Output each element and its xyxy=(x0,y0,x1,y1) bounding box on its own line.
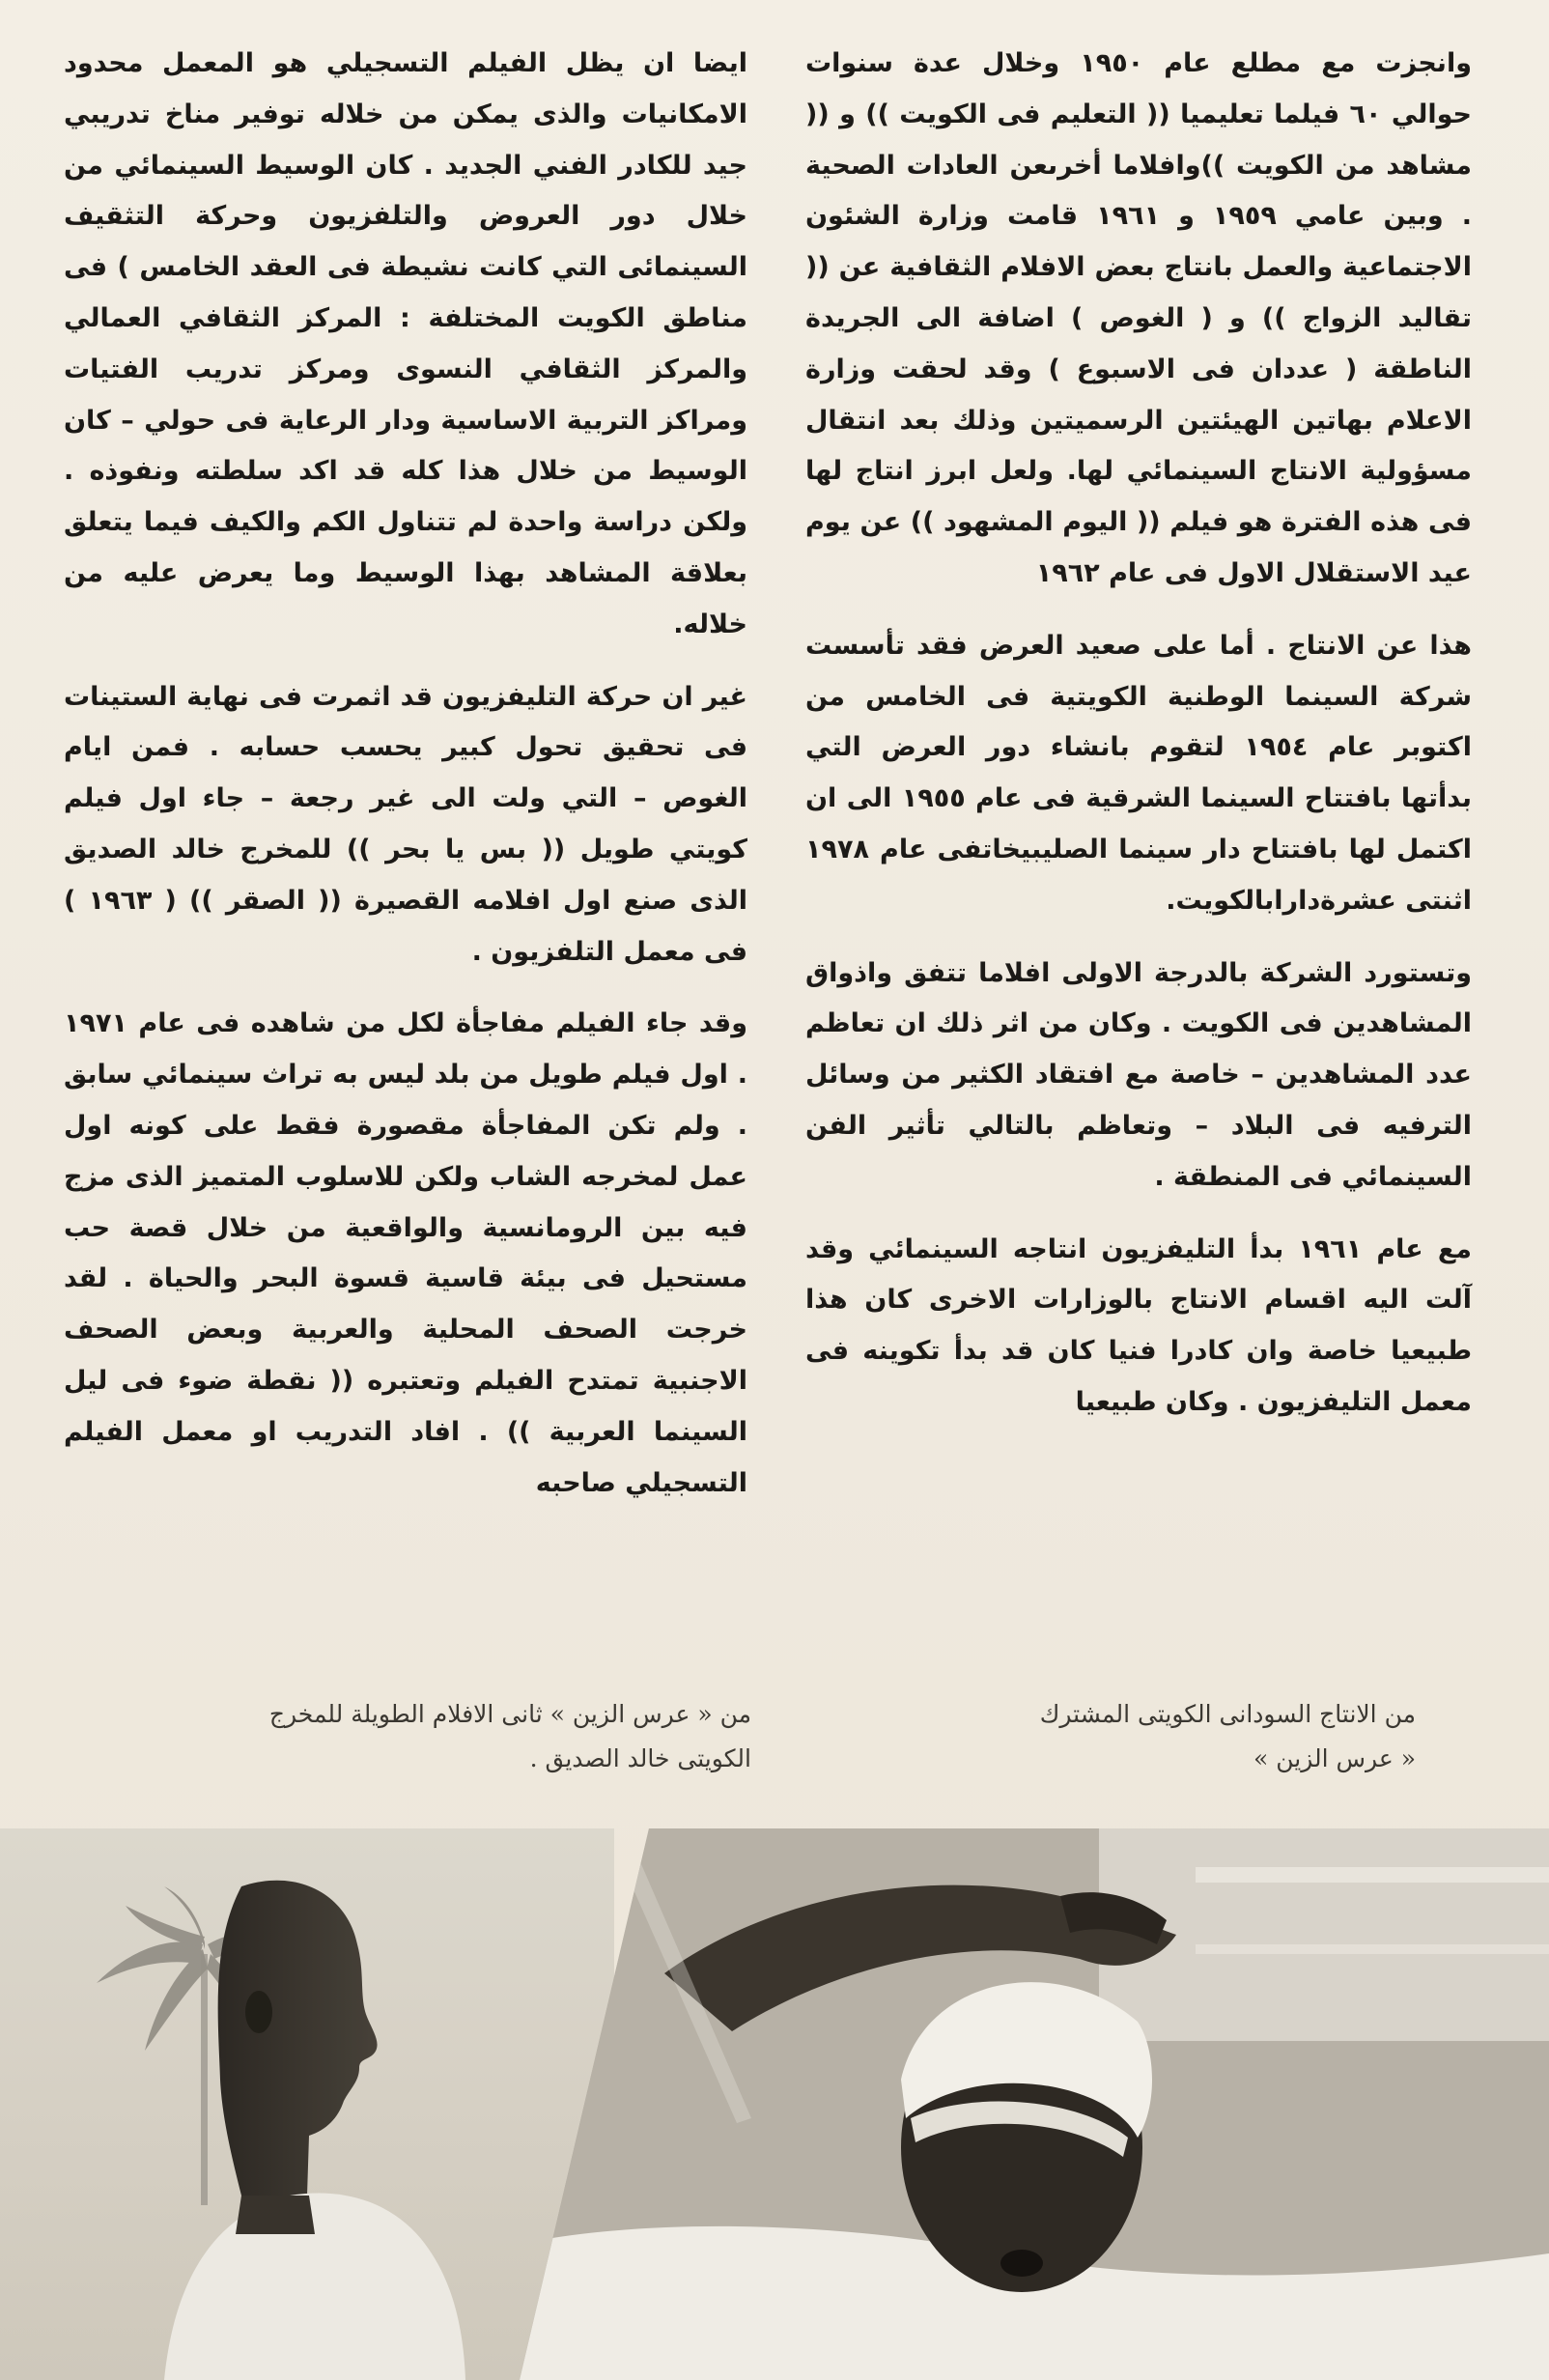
paragraph: مع عام ١٩٦١ بدأ التليفزيون انتاجه السينمائي وقد آلت اليه اقسام الانتاج بالوزارات الاخرى كان هذا طبيعيا خاصة وان كادرا فنيا كان قد بدأ تكوينه فى معمل التليفزيون . وكان طبيعيا xyxy=(805,1233,1472,1417)
article-column-left xyxy=(64,39,747,1530)
photo-caption-right xyxy=(798,1692,1416,1781)
paragraph: ايضا ان يظل الفيلم التسجيلي هو المعمل محدود الامكانيات والذى يمكن من خلاله توفير مناخ تدريبي جيد للكادر الفني الجديد . كان الوسيط السينمائي من خلال دور العروض والتلفزيون وحركة التثقيف السينمائى التي كانت نشيطة فى العقد الخامس ) فى مناطق الكويت المختلفة : المركز الثقافي العمالي والمركز الثقافي النسوى ومركز تدريب الفتيات ومراكز التربية الاساسية ودار الرعاية فى حولي – كان الوسيط من خلال هذا كله قد اكد سلطته ونفوذه . ولكن دراسة واحدة لم تتناول الكم والكيف فيما يتعلق بعلاقة المشاهد بهذا الوسيط وما يعرض عليه من خلاله. xyxy=(64,48,747,639)
film-still-right xyxy=(520,1828,1549,2380)
paragraph: وتستورد الشركة بالدرجة الاولى افلاما تتفق واذواق المشاهدين فى الكويت . وكان من اثر ذلك ان تعاظم عدد المشاهدين – خاصة مع افتقاد الكثير من وسائل الترفيه فى البلاد – وتعاظم بالتالي تأثير الفن السينمائي فى المنطقة . xyxy=(805,957,1472,1192)
photo-caption-left xyxy=(64,1692,751,1781)
paragraph: هذا عن الانتاج . أما على صعيد العرض فقد تأسست شركة السينما الوطنية الكويتية فى الخامس من اكتوبر عام ١٩٥٤ لتقوم بانشاء دور العرض التي بدأتها بافتتاح السينما الشرقية فى عام ١٩٥٥ الى ان اكتمل لها بافتتاح دار سينما الصليبيخاتفى عام ١٩٧٨ اثنتى عشرةدارابالكويت. xyxy=(805,630,1472,916)
paragraph: وقد جاء الفيلم مفاجأة لكل من شاهده فى عام ١٩٧١ . اول فيلم طويل من بلد ليس به تراث سينمائي سابق . ولم تكن المفاجأة مقصورة فقط على كونه اول عمل لمخرجه الشاب ولكن للاسلوب المتميز الذى مزج فيه بين الرومانسية والواقعية من خلال قصة حب مستحيل فى بيئة قاسية قسوة البحر والحياة . لقد خرجت الصحف المحلية والعربية وبعض الصحف الاجنبية تمتدح الفيلم وتعتبره (( نقطة ضوء فى ليل السينما العربية )) . افاد التدريب او معمل الفيلم التسجيلي صاحبه xyxy=(64,1008,747,1498)
paragraph: غير ان حركة التليفزيون قد اثمرت فى نهاية الستينات فى تحقيق تحول كبير يحسب حسابه . فمن ايام الغوص – التي ولت الى غير رجعة – جاء اول فيلم كويتي طويل (( بس يا بحر )) للمخرج خالد الصديق الذى صنع اول افلامه القصيرة (( الصقر )) ( ١٩٦٣ ) فى معمل التلفزيون . xyxy=(64,681,747,967)
film-still-left xyxy=(0,1828,614,2380)
article-column-right xyxy=(805,39,1472,1450)
bandaged-man-icon xyxy=(520,1828,1549,2380)
caption-line: الكويتى خالد الصديق . xyxy=(529,1744,751,1772)
caption-line: من الانتاج السودانى الكويتى المشترك xyxy=(1039,1700,1416,1728)
paragraph: وانجزت مع مطلع عام ١٩٥٠ وخلال عدة سنوات حوالي ٦٠ فيلما تعليميا (( التعليم فى الكويت )) و (( مشاهد من الكويت ))وافلاما أخرىعن العادات الصحية . وبين عامي ١٩٥٩ و ١٩٦١ قامت وزارة الشئون الاجتماعية والعمل بانتاج بعض الافلام الثقافية عن (( تقاليد الزواج )) و ( الغوص ) اضافة الى الجريدة الناطقة ( عددان فى الاسبوع ) وقد لحقت وزارة الاعلام بهاتين الهيئتين الرسميتين وذلك بعد انتقال مسؤولية الانتاج السينمائي لها. ولعل ابرز انتاج لها فى هذه الفترة هو فيلم (( اليوم المشهود )) عن يوم عيد الاستقلال الاول فى عام ١٩٦٢ xyxy=(805,48,1472,588)
man-profile-palm-icon xyxy=(0,1828,614,2380)
caption-line: من « عرس الزين » ثانى الافلام الطويلة للمخرج xyxy=(268,1700,751,1728)
caption-line: « عرس الزين » xyxy=(1253,1744,1416,1772)
